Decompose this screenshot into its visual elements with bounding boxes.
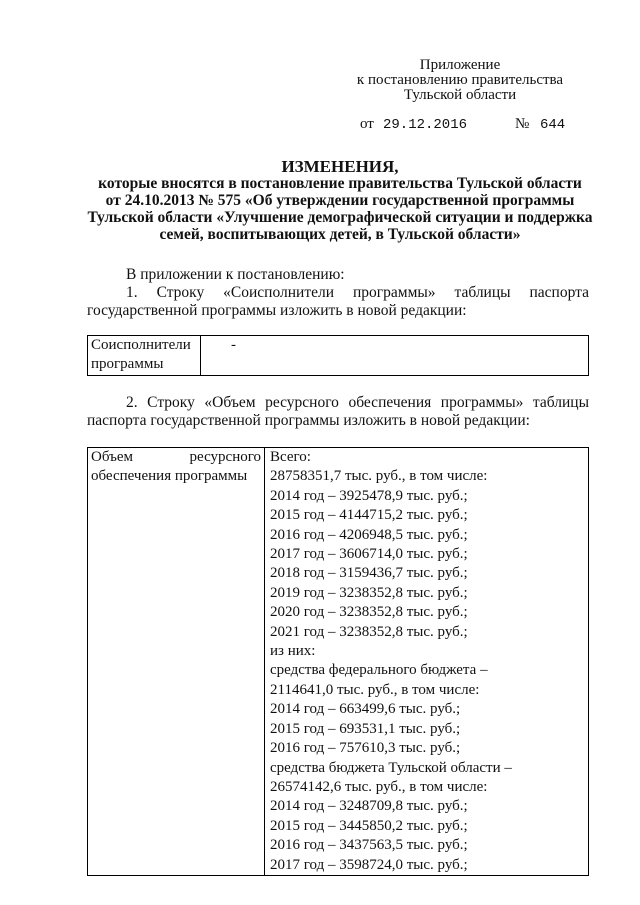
funding-value-line: 2014 год – 663499,6 тыс. руб.;	[270, 701, 461, 718]
title-line-1: которые вносятся в постановление правительства Тульской области	[98, 175, 582, 192]
item2-line-1: 2. Строку «Объем ресурсного обеспечения программы» таблицы	[126, 394, 589, 411]
funding-value-line: 2015 год – 4144715,2 тыс. руб.;	[270, 507, 468, 524]
item1-line-2: государственной программы изложить в новой редакции:	[87, 302, 467, 319]
document-title	[80, 158, 600, 243]
item2-line-2: паспорта государственной программы изложить в новой редакции:	[87, 412, 530, 429]
meta-date	[383, 116, 467, 133]
funding-value-line: 2015 год – 3445850,2 тыс. руб.;	[270, 817, 468, 834]
decree-number: 644	[540, 117, 566, 133]
funding-table	[87, 447, 589, 876]
table-row	[88, 336, 589, 376]
appendix-header	[340, 58, 580, 103]
funding-value-line: 2015 год – 693531,1 тыс. руб.;	[270, 720, 461, 737]
co-executors-label-line-2: программы	[91, 356, 164, 373]
funding-label-line-2: обеспечения программы	[91, 468, 248, 485]
funding-label-cell	[88, 448, 265, 876]
funding-value-line: из них:	[270, 643, 316, 660]
appendix-line-2: к постановлению правительства	[356, 72, 564, 88]
funding-value-line: средства бюджета Тульской области –	[270, 759, 512, 776]
funding-values-cell	[265, 448, 589, 876]
funding-value-line: 2017 год – 3598724,0 тыс. руб.;	[270, 856, 468, 873]
co-executors-label-cell	[88, 336, 201, 376]
appendix-line-3: Тульской области	[403, 87, 517, 103]
title-heading: ИЗМЕНЕНИЯ,	[281, 157, 399, 176]
co-executors-value: -	[231, 337, 236, 353]
title-line-3: Тульской области «Улучшение демографической ситуации и поддержка	[87, 209, 593, 226]
funding-value-line: 2017 год – 3606714,0 тыс. руб.;	[270, 546, 468, 563]
funding-value-line: 26574142,6 тыс. руб., в том числе:	[270, 778, 488, 795]
item1-line-1: 1. Строку «Соисполнители программы» таблицы паспорта	[126, 284, 589, 301]
co-executors-value-cell	[201, 336, 589, 376]
co-executors-table	[87, 335, 589, 376]
funding-value-line: 2020 год – 3238352,8 тыс. руб.;	[270, 604, 468, 621]
funding-value-line: 2018 год – 3159436,7 тыс. руб.;	[270, 565, 468, 582]
intro-text: В приложении к постановлению:	[126, 266, 345, 283]
funding-value-line: 2019 год – 3238352,8 тыс. руб.;	[270, 584, 468, 601]
funding-value-line: 2016 год – 4206948,5 тыс. руб.;	[270, 526, 468, 543]
decree-date: 29.12.2016	[383, 117, 468, 133]
title-line-4: семей, воспитывающих детей, в Тульской области»	[159, 226, 521, 243]
co-executors-label-line-1: Соисполнители	[91, 337, 191, 353]
title-line-2: от 24.10.2013 № 575 «Об утверждении государственной программы	[105, 192, 575, 209]
funding-value-line: 2016 год – 3437563,5 тыс. руб.;	[270, 837, 468, 854]
meta-from-label: от	[360, 116, 374, 132]
funding-value-line: 2014 год – 3248709,8 тыс. руб.;	[270, 798, 468, 815]
funding-value-line: Всего:	[270, 449, 311, 465]
funding-value-line: 2021 год – 3238352,8 тыс. руб.;	[270, 623, 468, 640]
appendix-line-1: Приложение	[419, 57, 501, 73]
funding-value-line: 28758351,7 тыс. руб., в том числе:	[270, 468, 488, 485]
funding-value-line: 2016 год – 757610,3 тыс. руб.;	[270, 740, 461, 757]
funding-label-line-1: Объем ресурсного	[91, 449, 261, 465]
meta-number-label: №	[515, 116, 530, 132]
funding-value-line: 2114641,0 тыс. руб., в том числе:	[270, 681, 480, 698]
funding-value-line: 2014 год – 3925478,9 тыс. руб.;	[270, 487, 468, 504]
funding-value-line: средства федерального бюджета –	[270, 662, 488, 679]
table-row	[88, 448, 589, 876]
meta-number	[540, 116, 565, 133]
